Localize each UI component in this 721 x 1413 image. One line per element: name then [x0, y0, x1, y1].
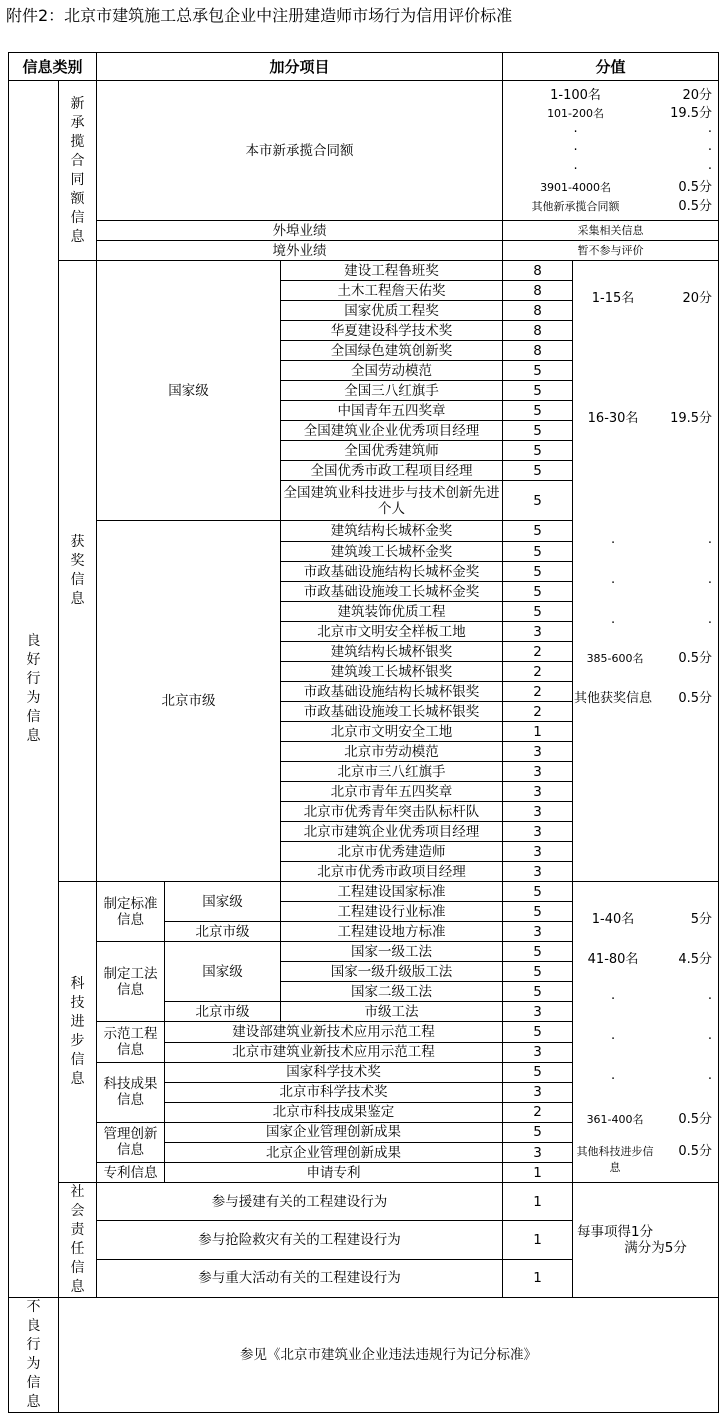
tech-item-points: 3 — [503, 1143, 573, 1163]
award-item-name: 建筑装饰优质工程 — [281, 602, 503, 622]
award-item-name: 全国建筑业企业优秀项目经理 — [281, 421, 503, 441]
contract-label — [59, 81, 97, 261]
score-rank: · — [573, 124, 578, 140]
contract-score-row — [503, 143, 718, 161]
contract-score-row — [503, 88, 718, 106]
contract-item: 本市新承揽合同额 — [97, 81, 503, 221]
tech-item-name: 北京企业管理创新成果 — [165, 1143, 503, 1163]
award-item-name: 市政基础设施竣工长城杯金奖 — [281, 582, 503, 602]
score-rank: · — [573, 143, 578, 158]
score-points: · — [707, 576, 713, 591]
tech-item-points: 5 — [503, 1022, 573, 1042]
award-item-name: 北京市文明安全工地 — [281, 722, 503, 742]
award-item-name: 土木工程詹天佑奖 — [281, 281, 503, 301]
score-rank: 16-30名 — [587, 411, 639, 426]
vertical-text: 不良行为信息 — [26, 1299, 41, 1410]
score-rank: · — [610, 536, 616, 551]
contract-scores — [503, 81, 719, 221]
score-points: · — [707, 1072, 713, 1087]
award-item-name: 全国建筑业科技进步与技术创新先进个人 — [281, 481, 503, 521]
tech-label — [59, 882, 97, 1183]
award-item-points: 3 — [503, 822, 573, 842]
method-label: 制定工法信息 — [97, 942, 165, 1022]
award-national-label: 国家级 — [97, 261, 281, 521]
score-points: · — [707, 992, 713, 1007]
header-score: 分值 — [503, 53, 719, 81]
score-rank: 361-400名 — [586, 1113, 644, 1126]
award-item-points: 8 — [503, 341, 573, 361]
award-item-points: 5 — [503, 602, 573, 622]
social-item-name: 参与重大活动有关的工程建设行为 — [97, 1259, 503, 1297]
award-item-name: 国家优质工程奖 — [281, 301, 503, 321]
score-points: · — [707, 143, 713, 158]
award-item-points: 2 — [503, 682, 573, 702]
tech-item-points: 5 — [503, 982, 573, 1002]
score-rank: 其他科技进步信息 — [576, 1145, 654, 1174]
tech-item-points: 5 — [503, 1062, 573, 1082]
score-points: 0.5分 — [678, 198, 713, 214]
social-score-line1: 每事项得1分 — [577, 1224, 654, 1240]
tech-item-points: 3 — [503, 922, 573, 942]
std-label: 制定标准信息 — [97, 882, 165, 942]
score-rank: · — [610, 1072, 616, 1087]
award-item-points: 5 — [503, 421, 573, 441]
award-item-name: 建筑结构长城杯银奖 — [281, 642, 503, 662]
award-item-points: 1 — [503, 722, 573, 742]
overseas-performance-score: 暂不参与评价 — [503, 241, 719, 261]
award-item-points: 2 — [503, 662, 573, 682]
social-score-line2: 满分为5分 — [624, 1240, 687, 1256]
award-item-name: 华夏建设科学技术奖 — [281, 321, 503, 341]
tech-item-name: 北京市建筑业新技术应用示范工程 — [165, 1042, 503, 1062]
social-item-points: 1 — [503, 1221, 573, 1259]
award-item-points: 3 — [503, 622, 573, 642]
award-item-name: 全国绿色建筑创新奖 — [281, 341, 503, 361]
score-points: · — [707, 616, 713, 631]
std-beijing: 北京市级 — [165, 922, 281, 942]
award-item-name: 北京市劳动模范 — [281, 742, 503, 762]
score-points: 20分 — [682, 291, 713, 306]
award-item-name: 北京市三八红旗手 — [281, 762, 503, 782]
award-item-points: 5 — [503, 542, 573, 562]
outer-performance-score: 采集相关信息 — [503, 221, 719, 241]
score-points: 0.5分 — [678, 1112, 713, 1127]
social-item-points: 1 — [503, 1183, 573, 1221]
tech-item-name: 建设部建筑业新技术应用示范工程 — [165, 1022, 503, 1042]
bad-behavior-reference: 参见《北京市建筑业企业违法违规行为记分标准》 — [59, 1298, 719, 1413]
social-item-name: 参与援建有关的工程建设行为 — [97, 1183, 503, 1221]
award-item-points: 5 — [503, 361, 573, 381]
award-item-name: 北京市优秀市政项目经理 — [281, 862, 503, 882]
vertical-text: 社会责任信息 — [70, 1184, 85, 1295]
award-item-points: 8 — [503, 321, 573, 341]
tech-item-name: 国家企业管理创新成果 — [165, 1122, 503, 1142]
tech-item-name: 工程建设地方标准 — [281, 922, 503, 942]
award-item-points: 2 — [503, 642, 573, 662]
tech-item-points: 2 — [503, 1102, 573, 1122]
award-item-name: 建筑竣工长城杯金奖 — [281, 542, 503, 562]
contract-score-row — [503, 106, 718, 124]
tech-item-points: 5 — [503, 962, 573, 982]
score-points: 0.5分 — [678, 1144, 713, 1159]
score-rank: 41-80名 — [587, 952, 639, 967]
score-rank: 385-600名 — [586, 652, 644, 665]
award-item-points: 5 — [503, 401, 573, 421]
social-label — [59, 1183, 97, 1298]
award-score-list — [573, 261, 718, 881]
tech-score-list — [573, 882, 718, 1182]
tech-item-points: 3 — [503, 1082, 573, 1102]
tech-scores — [573, 882, 719, 1183]
tech-item-name: 国家二级工法 — [281, 982, 503, 1002]
score-points: 19.5分 — [670, 411, 713, 426]
award-item-name: 全国三八红旗手 — [281, 381, 503, 401]
award-item-points: 5 — [503, 521, 573, 542]
award-item-name: 全国优秀建筑师 — [281, 441, 503, 461]
result-label: 科技成果信息 — [97, 1062, 165, 1122]
bad-behavior-label — [9, 1298, 59, 1413]
social-item-points: 1 — [503, 1259, 573, 1297]
award-item-name: 市政基础设施结构长城杯金奖 — [281, 562, 503, 582]
tech-item-name: 北京市科技成果鉴定 — [165, 1102, 503, 1122]
award-item-points: 5 — [503, 441, 573, 461]
score-points: · — [707, 161, 713, 177]
score-rank: 1-100名 — [550, 87, 601, 103]
tech-item-points: 3 — [503, 1042, 573, 1062]
vertical-text: 新承揽合同额信息 — [70, 95, 85, 245]
award-item-points: 8 — [503, 301, 573, 321]
tech-item-points: 1 — [503, 1163, 573, 1183]
award-item-points: 3 — [503, 742, 573, 762]
good-behavior-label — [9, 81, 59, 1298]
award-item-points: 3 — [503, 802, 573, 822]
award-item-name: 建筑结构长城杯金奖 — [281, 521, 503, 542]
header-item: 加分项目 — [97, 53, 503, 81]
mgmt-label: 管理创新信息 — [97, 1122, 165, 1162]
award-item-name: 北京市优秀建造师 — [281, 842, 503, 862]
score-rank: · — [610, 576, 616, 591]
tech-item-name: 工程建设国家标准 — [281, 882, 503, 902]
score-rank: 3901-4000名 — [540, 181, 612, 194]
score-points: 4.5分 — [678, 952, 713, 967]
tech-item-points: 5 — [503, 882, 573, 902]
vertical-text: 科技进步信息 — [70, 976, 85, 1087]
contract-score-row — [503, 199, 718, 217]
award-item-points: 5 — [503, 381, 573, 401]
score-points: 5分 — [690, 912, 713, 927]
award-item-name: 北京市建筑企业优秀项目经理 — [281, 822, 503, 842]
award-item-name: 中国青年五四奖章 — [281, 401, 503, 421]
score-points: · — [707, 1032, 713, 1047]
award-item-points: 5 — [503, 461, 573, 481]
score-points: 19.5分 — [670, 106, 713, 121]
outer-performance: 外埠业绩 — [97, 221, 503, 241]
award-item-points: 3 — [503, 862, 573, 882]
award-item-points: 5 — [503, 562, 573, 582]
tech-item-points: 5 — [503, 1122, 573, 1142]
award-label — [59, 261, 97, 882]
score-rank: 1-40名 — [591, 912, 635, 927]
award-item-name: 建筑竣工长城杯银奖 — [281, 662, 503, 682]
contract-score-row — [503, 180, 718, 198]
tech-item-name: 申请专利 — [165, 1163, 503, 1183]
award-item-name: 全国劳动模范 — [281, 361, 503, 381]
score-rank: 其他新承揽合同额 — [531, 199, 620, 213]
demo-label: 示范工程信息 — [97, 1022, 165, 1062]
award-scores — [573, 261, 719, 882]
header-category: 信息类别 — [9, 53, 97, 81]
award-item-points: 8 — [503, 281, 573, 301]
overseas-performance: 境外业绩 — [97, 241, 503, 261]
tech-item-name: 工程建设行业标准 — [281, 902, 503, 922]
contract-score-list — [503, 86, 718, 216]
score-rank: 101-200名 — [547, 107, 605, 120]
social-score — [573, 1183, 719, 1298]
tech-item-points: 3 — [503, 1002, 573, 1022]
award-item-name: 北京市文明安全样板工地 — [281, 622, 503, 642]
score-rank: 其他获奖信息 — [574, 691, 653, 706]
award-beijing-label: 北京市级 — [97, 521, 281, 882]
tech-item-name: 国家一级升级版工法 — [281, 962, 503, 982]
award-item-points: 8 — [503, 261, 573, 281]
award-item-points: 3 — [503, 782, 573, 802]
award-item-points: 5 — [503, 582, 573, 602]
award-item-points: 3 — [503, 842, 573, 862]
score-rank: 1-15名 — [591, 291, 635, 306]
award-item-name: 市政基础设施结构长城杯银奖 — [281, 682, 503, 702]
score-points: 20分 — [682, 87, 713, 103]
score-points: · — [707, 124, 713, 140]
award-item-name: 建设工程鲁班奖 — [281, 261, 503, 281]
contract-score-row — [503, 162, 718, 180]
page-title: 附件2：北京市建筑施工总承包企业中注册建造师市场行为信用评价标准 — [6, 6, 513, 25]
vertical-text: 良好行为信息 — [26, 633, 41, 744]
score-points: 0.5分 — [678, 180, 713, 195]
score-rank: · — [610, 992, 616, 1007]
contract-score-row — [503, 125, 718, 143]
score-points: 0.5分 — [678, 651, 713, 666]
award-item-name: 市政基础设施竣工长城杯银奖 — [281, 702, 503, 722]
tech-item-name: 国家科学技术奖 — [165, 1062, 503, 1082]
tech-item-points: 5 — [503, 902, 573, 922]
award-item-points: 2 — [503, 702, 573, 722]
score-rank: · — [610, 1032, 616, 1047]
tech-item-name: 北京市科学技术奖 — [165, 1082, 503, 1102]
score-points: 0.5分 — [678, 691, 713, 706]
score-rank: · — [610, 616, 616, 631]
tech-item-name: 市级工法 — [281, 1002, 503, 1022]
method-national: 国家级 — [165, 942, 281, 1002]
tech-item-name: 国家一级工法 — [281, 942, 503, 962]
social-item-name: 参与抢险救灾有关的工程建设行为 — [97, 1221, 503, 1259]
award-item-points: 3 — [503, 762, 573, 782]
award-item-points: 5 — [503, 481, 573, 521]
score-points: · — [707, 536, 713, 551]
std-national: 国家级 — [165, 882, 281, 922]
award-item-name: 全国优秀市政工程项目经理 — [281, 461, 503, 481]
award-item-name: 北京市青年五四奖章 — [281, 782, 503, 802]
tech-item-points: 5 — [503, 942, 573, 962]
credit-table — [8, 52, 719, 1413]
score-rank: · — [573, 161, 578, 177]
vertical-text: 获奖信息 — [70, 534, 85, 607]
patent-label: 专利信息 — [97, 1163, 165, 1183]
award-item-name: 北京市优秀青年突击队标杆队 — [281, 802, 503, 822]
method-beijing: 北京市级 — [165, 1002, 281, 1022]
